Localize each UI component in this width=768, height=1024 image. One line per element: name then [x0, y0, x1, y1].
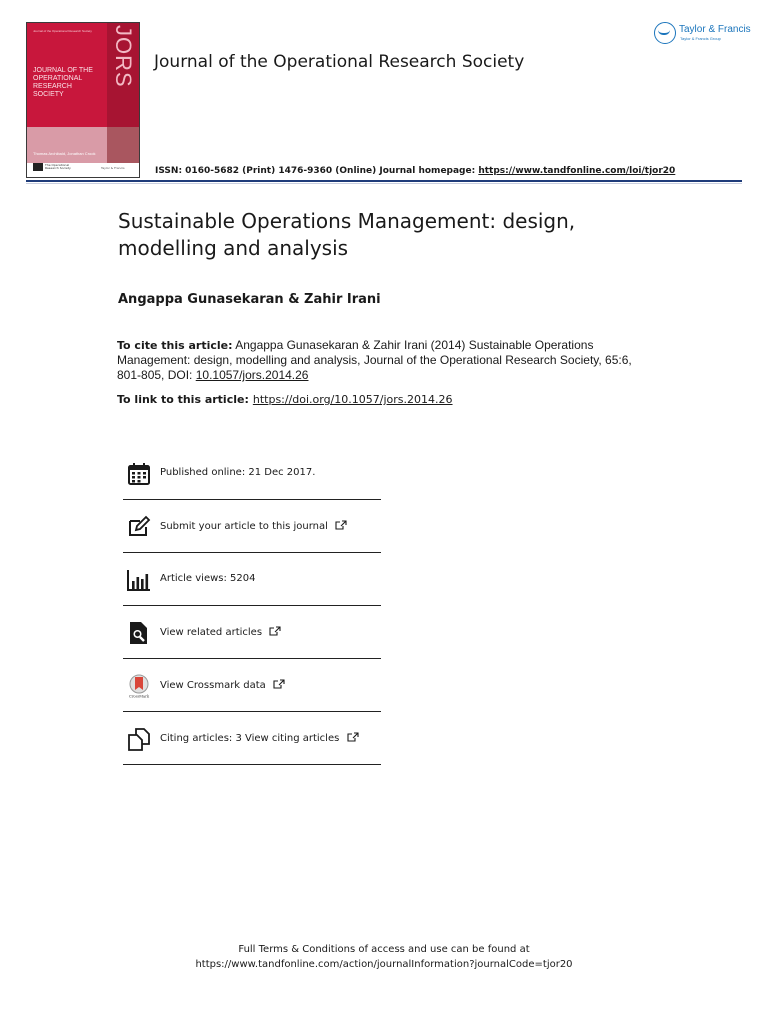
related-articles-link[interactable] — [160, 626, 281, 638]
cite-text: Angappa Gunasekaran & Zahir Irani (2014) Sustainable Operations Management: design, modelling and analysis, Journal of the Operational Research Society, 65:6, 801-805, DOI: — [117, 338, 632, 382]
doi-link[interactable]: 10.1057/jors.2014.26 — [195, 368, 309, 382]
crossmark-link[interactable] — [160, 679, 285, 691]
citing-articles-link[interactable] — [160, 732, 359, 744]
related-articles-row[interactable] — [123, 606, 381, 659]
citation-block — [117, 338, 657, 383]
journal-homepage-link[interactable]: https://www.tandfonline.com/loi/tjor20 — [478, 166, 676, 176]
cover-tf-text: Taylor & Francis — [101, 166, 125, 170]
submit-label: Submit your article to this journal — [160, 521, 328, 532]
cite-label: To cite this article: — [117, 339, 233, 352]
journal-title: Journal of the Operational Research Society — [154, 52, 525, 72]
ors-logo-icon — [33, 163, 43, 171]
external-link-icon — [335, 520, 347, 530]
header-divider — [26, 180, 742, 182]
cover-pink-side-panel — [107, 127, 139, 163]
published-date: Published online: 21 Dec 2017. — [160, 467, 316, 478]
edit-icon — [127, 515, 151, 539]
issn-text: ISSN: 0160-5682 (Print) 1476-9360 (Online) Journal homepage: — [155, 166, 479, 176]
tf-name: Taylor & Francis — [679, 24, 751, 35]
cover-title-line: RESEARCH — [33, 83, 72, 90]
citing-documents-icon — [127, 727, 151, 751]
external-link-icon — [347, 732, 359, 742]
submit-article-row[interactable] — [123, 500, 381, 553]
external-link-icon — [269, 626, 281, 636]
cover-small-text: Journal of the Operational Research Society — [33, 29, 92, 33]
bar-chart-icon — [127, 568, 151, 592]
external-link-icon — [273, 679, 285, 689]
header-divider-thin — [26, 183, 742, 184]
article-authors: Angappa Gunasekaran & Zahir Irani — [118, 292, 381, 307]
footer-terms-link[interactable]: https://www.tandfonline.com/action/journalInformation?journalCode=tjor20 — [195, 959, 573, 970]
crossmark-small-label: CrossMark — [128, 694, 150, 698]
document-search-icon — [127, 621, 151, 645]
article-doi-url[interactable]: https://doi.org/10.1057/jors.2014.26 — [252, 393, 453, 406]
cover-title-line: JOURNAL OF THE — [33, 67, 93, 74]
citing-articles-row[interactable] — [123, 712, 381, 765]
article-link-line — [117, 393, 453, 406]
cover-publisher: The Operational Research Society — [45, 163, 71, 170]
journal-cover — [26, 22, 140, 178]
cover-authors: Thomas Archibald, Jonathan Crook — [33, 151, 96, 156]
related-label: View related articles — [160, 627, 263, 638]
link-label: To link to this article: — [117, 393, 249, 406]
article-title: Sustainable Operations Management: design, modelling and analysis — [118, 209, 576, 260]
article-views-row — [123, 553, 381, 606]
submit-article-link[interactable] — [160, 520, 347, 532]
taylor-francis-logo[interactable] — [654, 22, 750, 48]
cover-title-line: OPERATIONAL — [33, 75, 83, 82]
cover-brand: JORS — [111, 25, 136, 88]
crossmark-icon — [127, 674, 151, 698]
cover-title — [33, 67, 105, 99]
citing-label: Citing articles: 3 View citing articles — [160, 733, 340, 744]
crossmark-label: View Crossmark data — [160, 680, 266, 691]
crossmark-row[interactable] — [123, 659, 381, 712]
calendar-icon — [127, 462, 151, 486]
terms-footer — [0, 942, 768, 972]
published-row — [123, 447, 381, 500]
article-views: Article views: 5204 — [160, 573, 256, 584]
tf-group: Taylor & Francis Group — [680, 36, 721, 41]
issn-line — [155, 166, 675, 176]
cover-title-line: SOCIETY — [33, 91, 64, 98]
footer-line-1: Full Terms & Conditions of access and use can be found at — [238, 944, 530, 955]
